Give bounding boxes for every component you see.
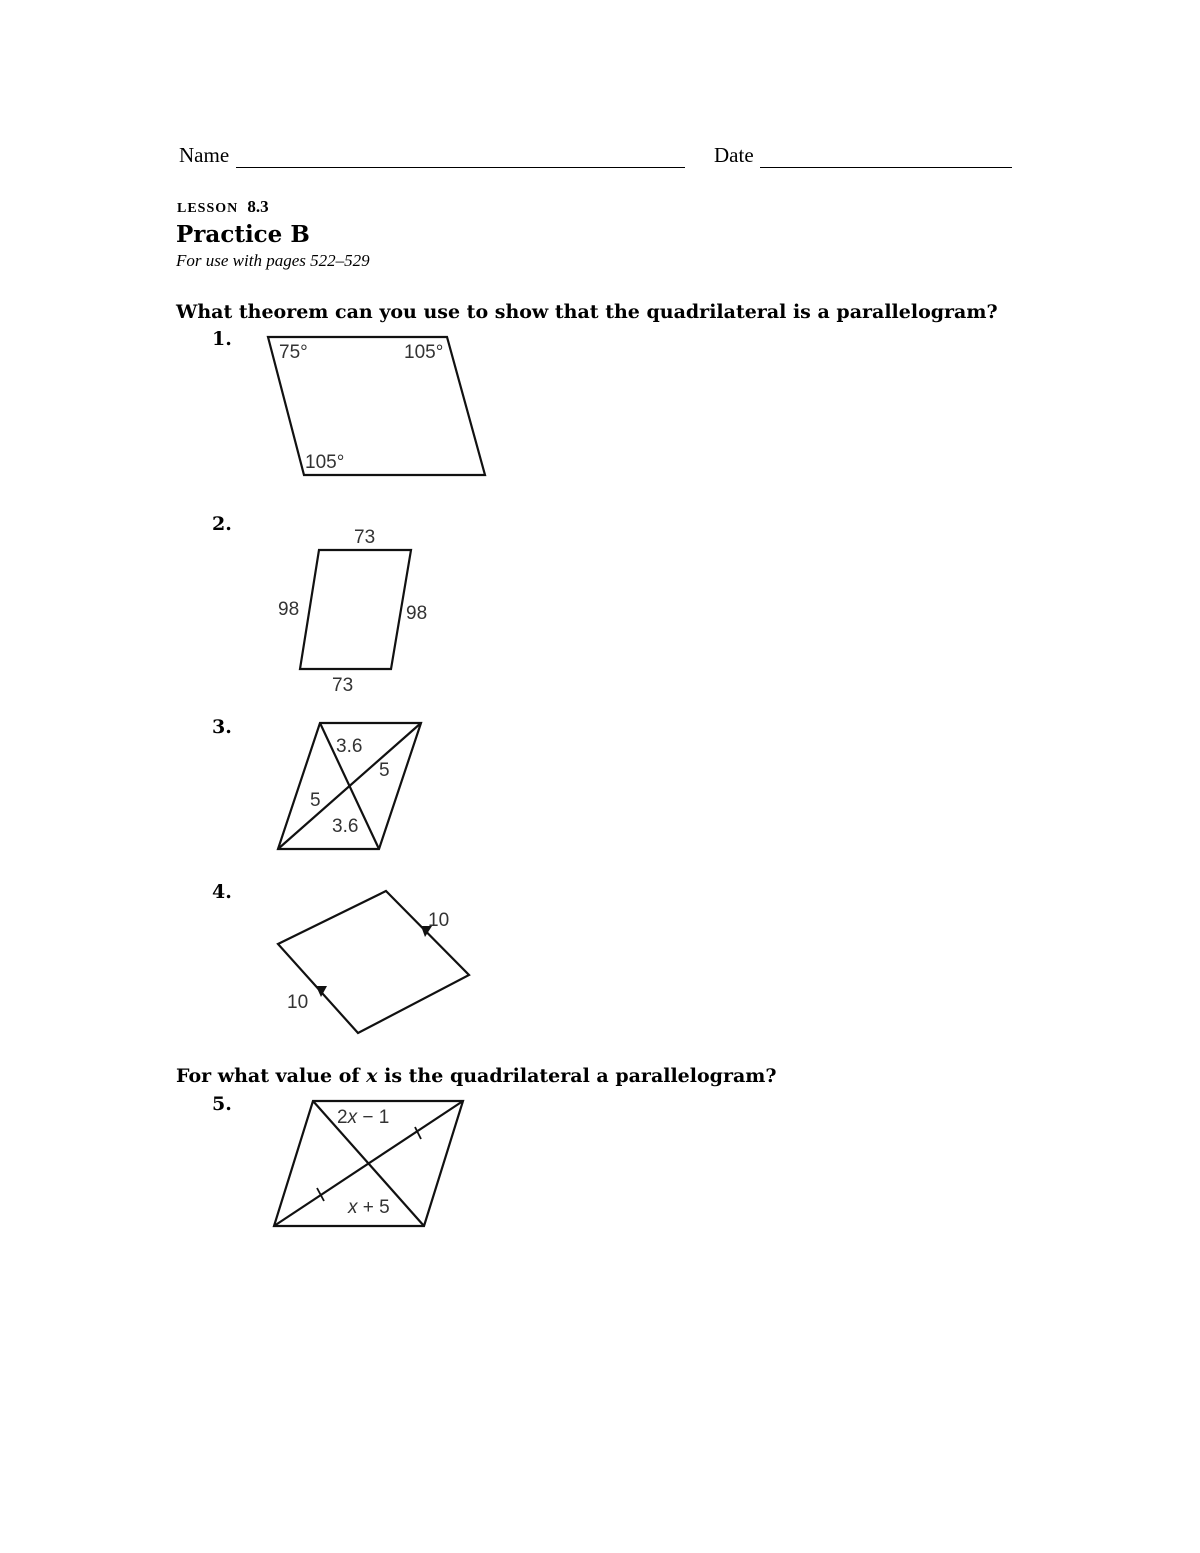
page-subtitle: For use with pages 522–529 [176,251,370,270]
angle-label: 105° [404,342,444,363]
expression-label-top [337,1107,389,1128]
lesson-number: 8.3 [247,197,269,216]
side-label: 73 [354,527,376,548]
section1-question: What theorem can you use to show that the quadrilateral is a parallelogram? [176,301,998,323]
side-label: 10 [287,992,309,1013]
angle-label: 105° [305,452,345,473]
side-label: 10 [428,910,450,931]
question-text-end: is the quadrilateral a parallelogram? [377,1065,777,1087]
question-variable: x [366,1065,378,1087]
name-field-line[interactable] [236,167,685,168]
problem-1-number: 1. [212,328,232,350]
expr-coefficient: 2 [337,1107,348,1128]
segment-label: 5 [310,790,321,811]
problem-4-figure [265,882,485,1042]
segment-label: 5 [379,760,390,781]
problem-1-figure [260,332,500,482]
lesson-word: LESSON [177,201,239,216]
page-title: Practice B [176,221,310,248]
parallelogram-shape [300,550,411,669]
question-text-start: For what value of [176,1065,367,1087]
name-label: Name [179,143,230,167]
problem-2-number: 2. [212,513,232,535]
expr-variable: x [347,1107,358,1128]
problem-2-figure [270,520,470,700]
problem-5-number: 5. [212,1093,232,1115]
angle-label: 75° [279,342,308,363]
lesson-tag [177,197,269,217]
problem-5-figure [265,1095,485,1235]
date-label: Date [714,143,754,167]
expr-constant: − 1 [357,1107,390,1128]
side-label: 73 [332,675,354,696]
segment-label: 3.6 [336,736,363,757]
expr-variable: x [348,1197,358,1218]
date-field-line[interactable] [760,167,1012,168]
expression-label-bottom [347,1197,390,1218]
problem-3-number: 3. [212,716,232,738]
side-label: 98 [406,603,428,624]
side-label: 98 [278,599,300,620]
problem-3-figure [270,716,440,856]
section2-question [176,1065,777,1087]
segment-label: 3.6 [332,816,359,837]
problem-4-number: 4. [212,881,232,903]
expr-constant: + 5 [357,1197,390,1218]
